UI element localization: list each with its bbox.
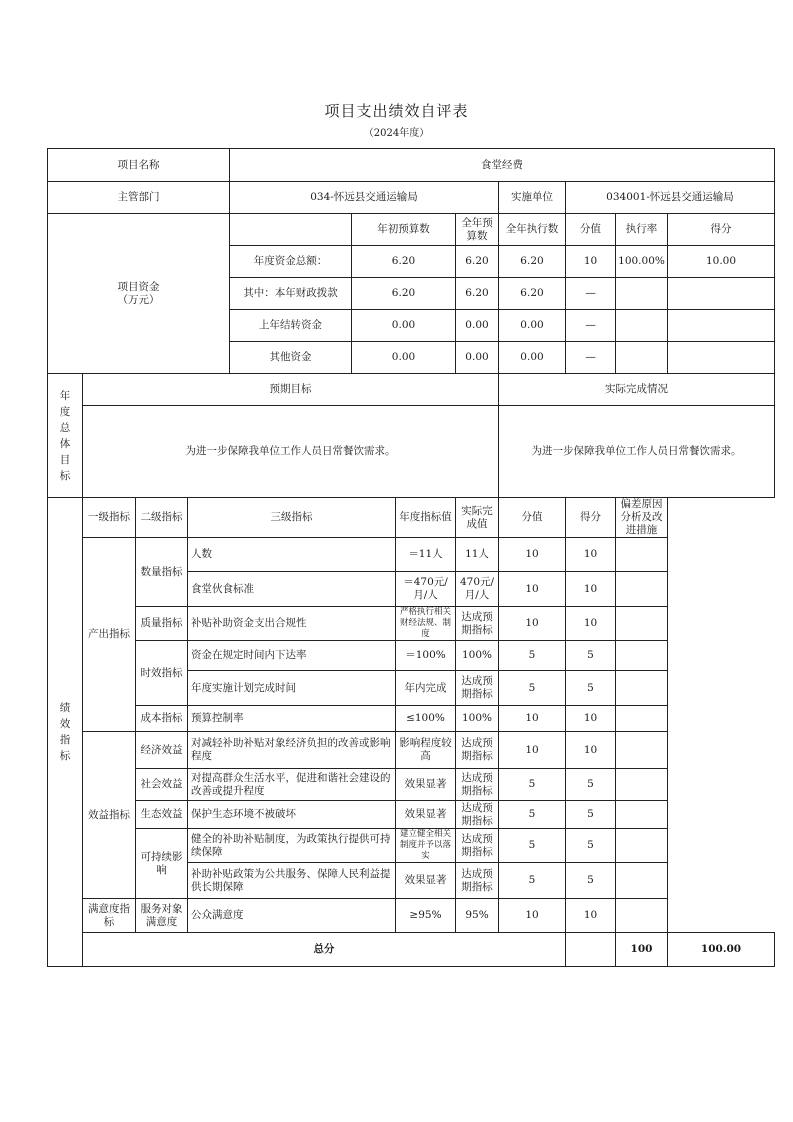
score-cell: 10 [566, 607, 616, 641]
funds-row-exec-rate [616, 278, 668, 310]
target-cell: 影响程度较高 [396, 732, 456, 769]
project-name-label: 项目名称 [48, 149, 230, 182]
target-cell: 效果显著 [396, 801, 456, 829]
score-cell: 10 [566, 732, 616, 769]
funds-label: 项目资金 （万元） [48, 214, 230, 374]
actual-cell: 达成预期指标 [456, 829, 499, 863]
score-value-cell: 5 [499, 769, 566, 801]
funds-row-label: 上年结转资金 [230, 310, 352, 342]
impl-label: 实施单位 [499, 182, 566, 214]
funds-row-executed: 0.00 [499, 342, 566, 374]
level1-benefit: 效益指标 [83, 732, 136, 899]
funds-row-score-value: — [566, 342, 616, 374]
level2-timeliness: 时效指标 [136, 641, 188, 706]
funds-row-executed: 6.20 [499, 246, 566, 278]
actual-cell: 达成预期指标 [456, 801, 499, 829]
funds-row-exec-rate [616, 342, 668, 374]
goal-expected-text: 为进一步保障我单位工作人员日常餐饮需求。 [83, 406, 499, 498]
level2-service: 服务对象满意度 [136, 899, 188, 933]
level2-quantity: 数量指标 [136, 538, 188, 607]
deviation-cell [616, 572, 668, 607]
target-cell: 建立健全相关制度并予以落实 [396, 829, 456, 863]
perf-header-level2: 二级指标 [136, 498, 188, 538]
funds-row-initial: 6.20 [352, 246, 456, 278]
funds-row-annual: 6.20 [456, 246, 499, 278]
funds-row-exec-rate [616, 310, 668, 342]
impl-value: 034001-怀远县交通运输局 [566, 182, 775, 214]
funds-row-score-value: — [566, 278, 616, 310]
target-cell: 效果显著 [396, 769, 456, 801]
level2-quality: 质量指标 [136, 607, 188, 641]
page-subtitle: （2024年度） [363, 128, 430, 139]
actual-cell: 100% [456, 706, 499, 732]
funds-row-executed: 0.00 [499, 310, 566, 342]
level1-satisfaction: 满意度指标 [83, 899, 136, 933]
deviation-cell [616, 641, 668, 671]
actual-cell: 达成预期指标 [456, 769, 499, 801]
indicator-cell: 补贴补助资金支出合规性 [188, 607, 396, 641]
score-value-cell: 10 [499, 538, 566, 572]
target-cell: ≥95% [396, 899, 456, 933]
target-cell: ＝11人 [396, 538, 456, 572]
actual-cell: 100% [456, 641, 499, 671]
funds-header-initial: 年初预算数 [352, 214, 456, 246]
target-cell: 效果显著 [396, 863, 456, 899]
score-cell: 10 [566, 899, 616, 933]
target-cell: 严格执行相关财经法规、制度 [396, 607, 456, 641]
indicator-cell: 年度实施计划完成时间 [188, 671, 396, 706]
dept-label: 主管部门 [48, 182, 230, 214]
score-value-cell: 5 [499, 641, 566, 671]
goal-actual-header: 实际完成情况 [499, 374, 775, 406]
indicator-cell: 对减轻补助补贴对象经济负担的改善或影响程度 [188, 732, 396, 769]
funds-header-score-value: 分值 [566, 214, 616, 246]
funds-header-executed: 全年执行数 [499, 214, 566, 246]
perf-header-actual: 实际完成值 [456, 498, 499, 538]
level2-sustainable: 可持续影响 [136, 829, 188, 899]
funds-row-score: 10.00 [668, 246, 775, 278]
indicator-cell: 保护生态环境不被破坏 [188, 801, 396, 829]
funds-row-initial: 0.00 [352, 310, 456, 342]
score-cell: 10 [566, 538, 616, 572]
target-cell: ＝470元/月/人 [396, 572, 456, 607]
score-value-cell: 5 [499, 863, 566, 899]
indicator-cell: 预算控制率 [188, 706, 396, 732]
score-value-cell: 10 [499, 607, 566, 641]
score-value-cell: 10 [499, 706, 566, 732]
level2-cost: 成本指标 [136, 706, 188, 732]
score-value-cell: 5 [499, 829, 566, 863]
funds-row-score [668, 278, 775, 310]
funds-header-blank [230, 214, 352, 246]
deviation-cell [616, 769, 668, 801]
deviation-cell [616, 899, 668, 933]
indicator-cell: 食堂伙食标准 [188, 572, 396, 607]
funds-row-exec-rate: 100.00% [616, 246, 668, 278]
funds-row-label: 其中：本年财政拨款 [230, 278, 352, 310]
perf-header-level1: 一级指标 [83, 498, 136, 538]
target-cell: 年内完成 [396, 671, 456, 706]
indicator-cell: 对提高群众生活水平，促进和谐社会建设的改善或提升程度 [188, 769, 396, 801]
funds-row-score [668, 310, 775, 342]
indicator-cell: 公众满意度 [188, 899, 396, 933]
funds-row-annual: 6.20 [456, 278, 499, 310]
score-value-cell: 10 [499, 572, 566, 607]
funds-row-initial: 6.20 [352, 278, 456, 310]
indicator-cell: 补助补贴政策为公共服务、保障人民利益提供长期保障 [188, 863, 396, 899]
total-score: 100.00 [668, 933, 775, 967]
indicator-cell: 健全的补助补贴制度，为政策执行提供可持续保障 [188, 829, 396, 863]
project-name-value: 食堂经费 [230, 149, 775, 182]
score-cell: 5 [566, 801, 616, 829]
perf-label: 绩 效 指 标 [48, 498, 83, 967]
perf-header-level3: 三级指标 [188, 498, 396, 538]
dept-value: 034-怀远县交通运输局 [230, 182, 499, 214]
score-cell: 10 [566, 572, 616, 607]
funds-row-score-value: — [566, 310, 616, 342]
funds-row-label: 其他资金 [230, 342, 352, 374]
score-value-cell: 10 [499, 899, 566, 933]
actual-cell: 达成预期指标 [456, 671, 499, 706]
score-value-cell: 10 [499, 732, 566, 769]
goal-label: 年 度 总 体 目 标 [48, 374, 83, 498]
funds-row-executed: 6.20 [499, 278, 566, 310]
perf-header-score-value: 分值 [499, 498, 566, 538]
goal-expected-header: 预期目标 [83, 374, 499, 406]
perf-header-score: 得分 [566, 498, 616, 538]
level2-ecological: 生态效益 [136, 801, 188, 829]
actual-cell: 达成预期指标 [456, 732, 499, 769]
funds-header-annual: 全年预算数 [456, 214, 499, 246]
actual-cell: 达成预期指标 [456, 863, 499, 899]
deviation-cell [616, 671, 668, 706]
score-cell: 5 [566, 641, 616, 671]
score-value-cell: 5 [499, 801, 566, 829]
funds-header-exec-rate: 执行率 [616, 214, 668, 246]
score-cell: 5 [566, 769, 616, 801]
page-title: 项目支出绩效自评表 [324, 102, 469, 120]
actual-cell: 470元/月/人 [456, 572, 499, 607]
perf-header-deviation: 偏差原因分析及改进措施 [616, 498, 668, 538]
score-cell: 10 [566, 706, 616, 732]
score-cell: 5 [566, 863, 616, 899]
deviation-cell [616, 801, 668, 829]
deviation-cell [616, 732, 668, 769]
perf-header-target: 年度指标值 [396, 498, 456, 538]
total-blank [566, 933, 616, 967]
funds-row-score [668, 342, 775, 374]
score-value-cell: 5 [499, 671, 566, 706]
funds-row-annual: 0.00 [456, 310, 499, 342]
target-cell: ＝100% [396, 641, 456, 671]
score-cell: 5 [566, 829, 616, 863]
deviation-cell [616, 829, 668, 863]
goal-actual-text: 为进一步保障我单位工作人员日常餐饮需求。 [499, 406, 775, 498]
level2-social: 社会效益 [136, 769, 188, 801]
actual-cell: 11人 [456, 538, 499, 572]
level2-economic: 经济效益 [136, 732, 188, 769]
evaluation-table [47, 148, 775, 967]
target-cell: ≤100% [396, 706, 456, 732]
total-label: 总分 [83, 933, 566, 967]
deviation-cell [616, 538, 668, 572]
funds-row-score-value: 10 [566, 246, 616, 278]
indicator-cell: 资金在规定时间内下达率 [188, 641, 396, 671]
funds-row-initial: 0.00 [352, 342, 456, 374]
deviation-cell [616, 607, 668, 641]
funds-row-label: 年度资金总额： [230, 246, 352, 278]
funds-header-score: 得分 [668, 214, 775, 246]
score-cell: 5 [566, 671, 616, 706]
deviation-cell [616, 863, 668, 899]
indicator-cell: 人数 [188, 538, 396, 572]
total-score-value: 100 [616, 933, 668, 967]
actual-cell: 95% [456, 899, 499, 933]
actual-cell: 达成预期指标 [456, 607, 499, 641]
deviation-cell [616, 706, 668, 732]
funds-row-annual: 0.00 [456, 342, 499, 374]
level1-output: 产出指标 [83, 538, 136, 732]
